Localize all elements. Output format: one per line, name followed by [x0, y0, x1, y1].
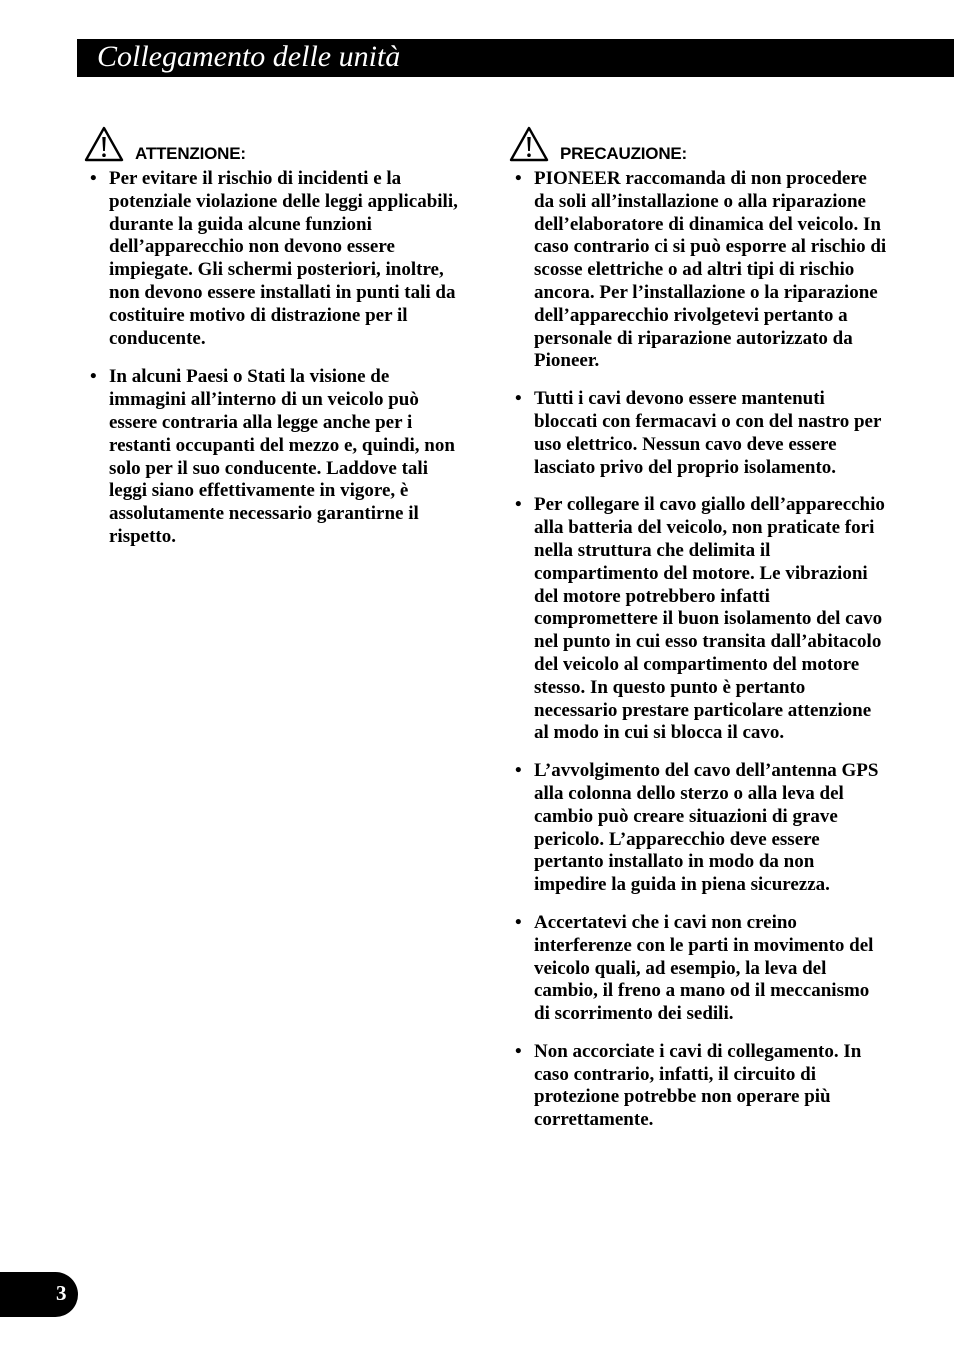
list-item — [509, 494, 889, 745]
bullet-icon: • — [515, 911, 522, 933]
warning-triangle-icon — [509, 126, 549, 162]
attenzione-list — [84, 168, 464, 549]
list-item-text: Per evitare il rischio di incidenti e la potenziale violazione delle leggi applicabili, durante la guida alcune funzioni dell’apparecchio non devono essere impiegate. Gli schermi posteriori, inoltre, non devono essere installati in punti tali da costituire motivo di distrazione per il conducente. — [109, 168, 458, 349]
precauzione-list — [509, 168, 889, 1132]
list-item — [509, 1041, 889, 1132]
precauzione-section — [509, 126, 889, 1147]
bullet-icon: • — [515, 168, 522, 189]
list-item — [509, 388, 889, 479]
list-item-text: Per collegare il cavo giallo dell’apparecchio alla batteria del veicolo, non praticate fori nella struttura che delimita il compartimento del motore. Le vibrazioni del motore potrebbero infatti compromettere il buon isolamento del cavo nel punto in cui esso transita dall’abitacolo del veicolo al compartimento del motore stesso. In questo punto è pertanto necessario prestare particolare attenzione al modo in cui si blocca il cavo. — [534, 494, 885, 744]
list-item-text: Accertatevi che i cavi non creino interferenze con le parti in movimento del veicolo quali, ad esempio, la leva del cambio, il freno a mano od il meccanismo di scorrimento dei sedili. — [534, 911, 874, 1025]
attenzione-heading — [84, 126, 464, 168]
list-item-text: Non accorciate i cavi di collegamento. In caso contrario, infatti, il circuito di protezione potrebbe non operare più correttamente. — [534, 1040, 862, 1131]
warning-triangle-icon — [84, 126, 124, 162]
precauzione-label: PRECAUZIONE: — [560, 144, 687, 163]
list-item — [509, 912, 889, 1026]
list-item-text: L’avvolgimento del cavo dell’antenna GPS alla colonna dello sterzo o alla leva del cambio può creare situazioni di grave pericolo. L’apparecchio deve essere pertanto installato in modo da non impedire la guida in piena sicurezza. — [534, 760, 879, 896]
bullet-icon: • — [90, 168, 97, 189]
list-item — [84, 168, 464, 350]
list-item-text: PIONEER raccomanda di non procedere da soli all’installazione o alla riparazione dell’elaboratore di dinamica del veicolo. In caso contrario ci si può esporre al rischio di scosse elettriche o ad altri tipi di rischio ancora. Per l’installazione o la riparazione dell’apparecchio rivolgetevi pertanto a personale di riparazione autorizzato da Pioneer. — [534, 168, 887, 372]
page-title: Collegamento delle unità — [97, 40, 401, 73]
bullet-icon: • — [515, 388, 522, 410]
list-item — [509, 760, 889, 897]
list-item-text: In alcuni Paesi o Stati la visione de immagini all’interno di un veicolo può essere contraria alla legge anche per i restanti occupanti del mezzo e, quindi, non solo per il suo conducente. Laddove tali leggi siano effettivamente in vigore, è assolutamente necessario garantirne il rispetto. — [109, 366, 455, 547]
list-item — [84, 366, 464, 548]
page-number-tab — [0, 1272, 78, 1317]
bullet-icon: • — [515, 494, 522, 516]
page-number: 3 — [56, 1281, 67, 1305]
bullet-icon: • — [90, 366, 97, 388]
attenzione-label: ATTENZIONE: — [135, 144, 246, 163]
bullet-icon: • — [515, 1040, 522, 1062]
list-item — [509, 168, 889, 373]
attenzione-section — [84, 126, 464, 565]
bullet-icon: • — [515, 760, 522, 782]
list-item-text: Tutti i cavi devono essere mantenuti bloccati con fermacavi o con del nastro per uso elettrico. Nessun cavo deve essere lasciato privo del proprio isolamento. — [534, 388, 882, 478]
page-header-bar — [77, 39, 954, 77]
precauzione-heading — [509, 126, 889, 168]
